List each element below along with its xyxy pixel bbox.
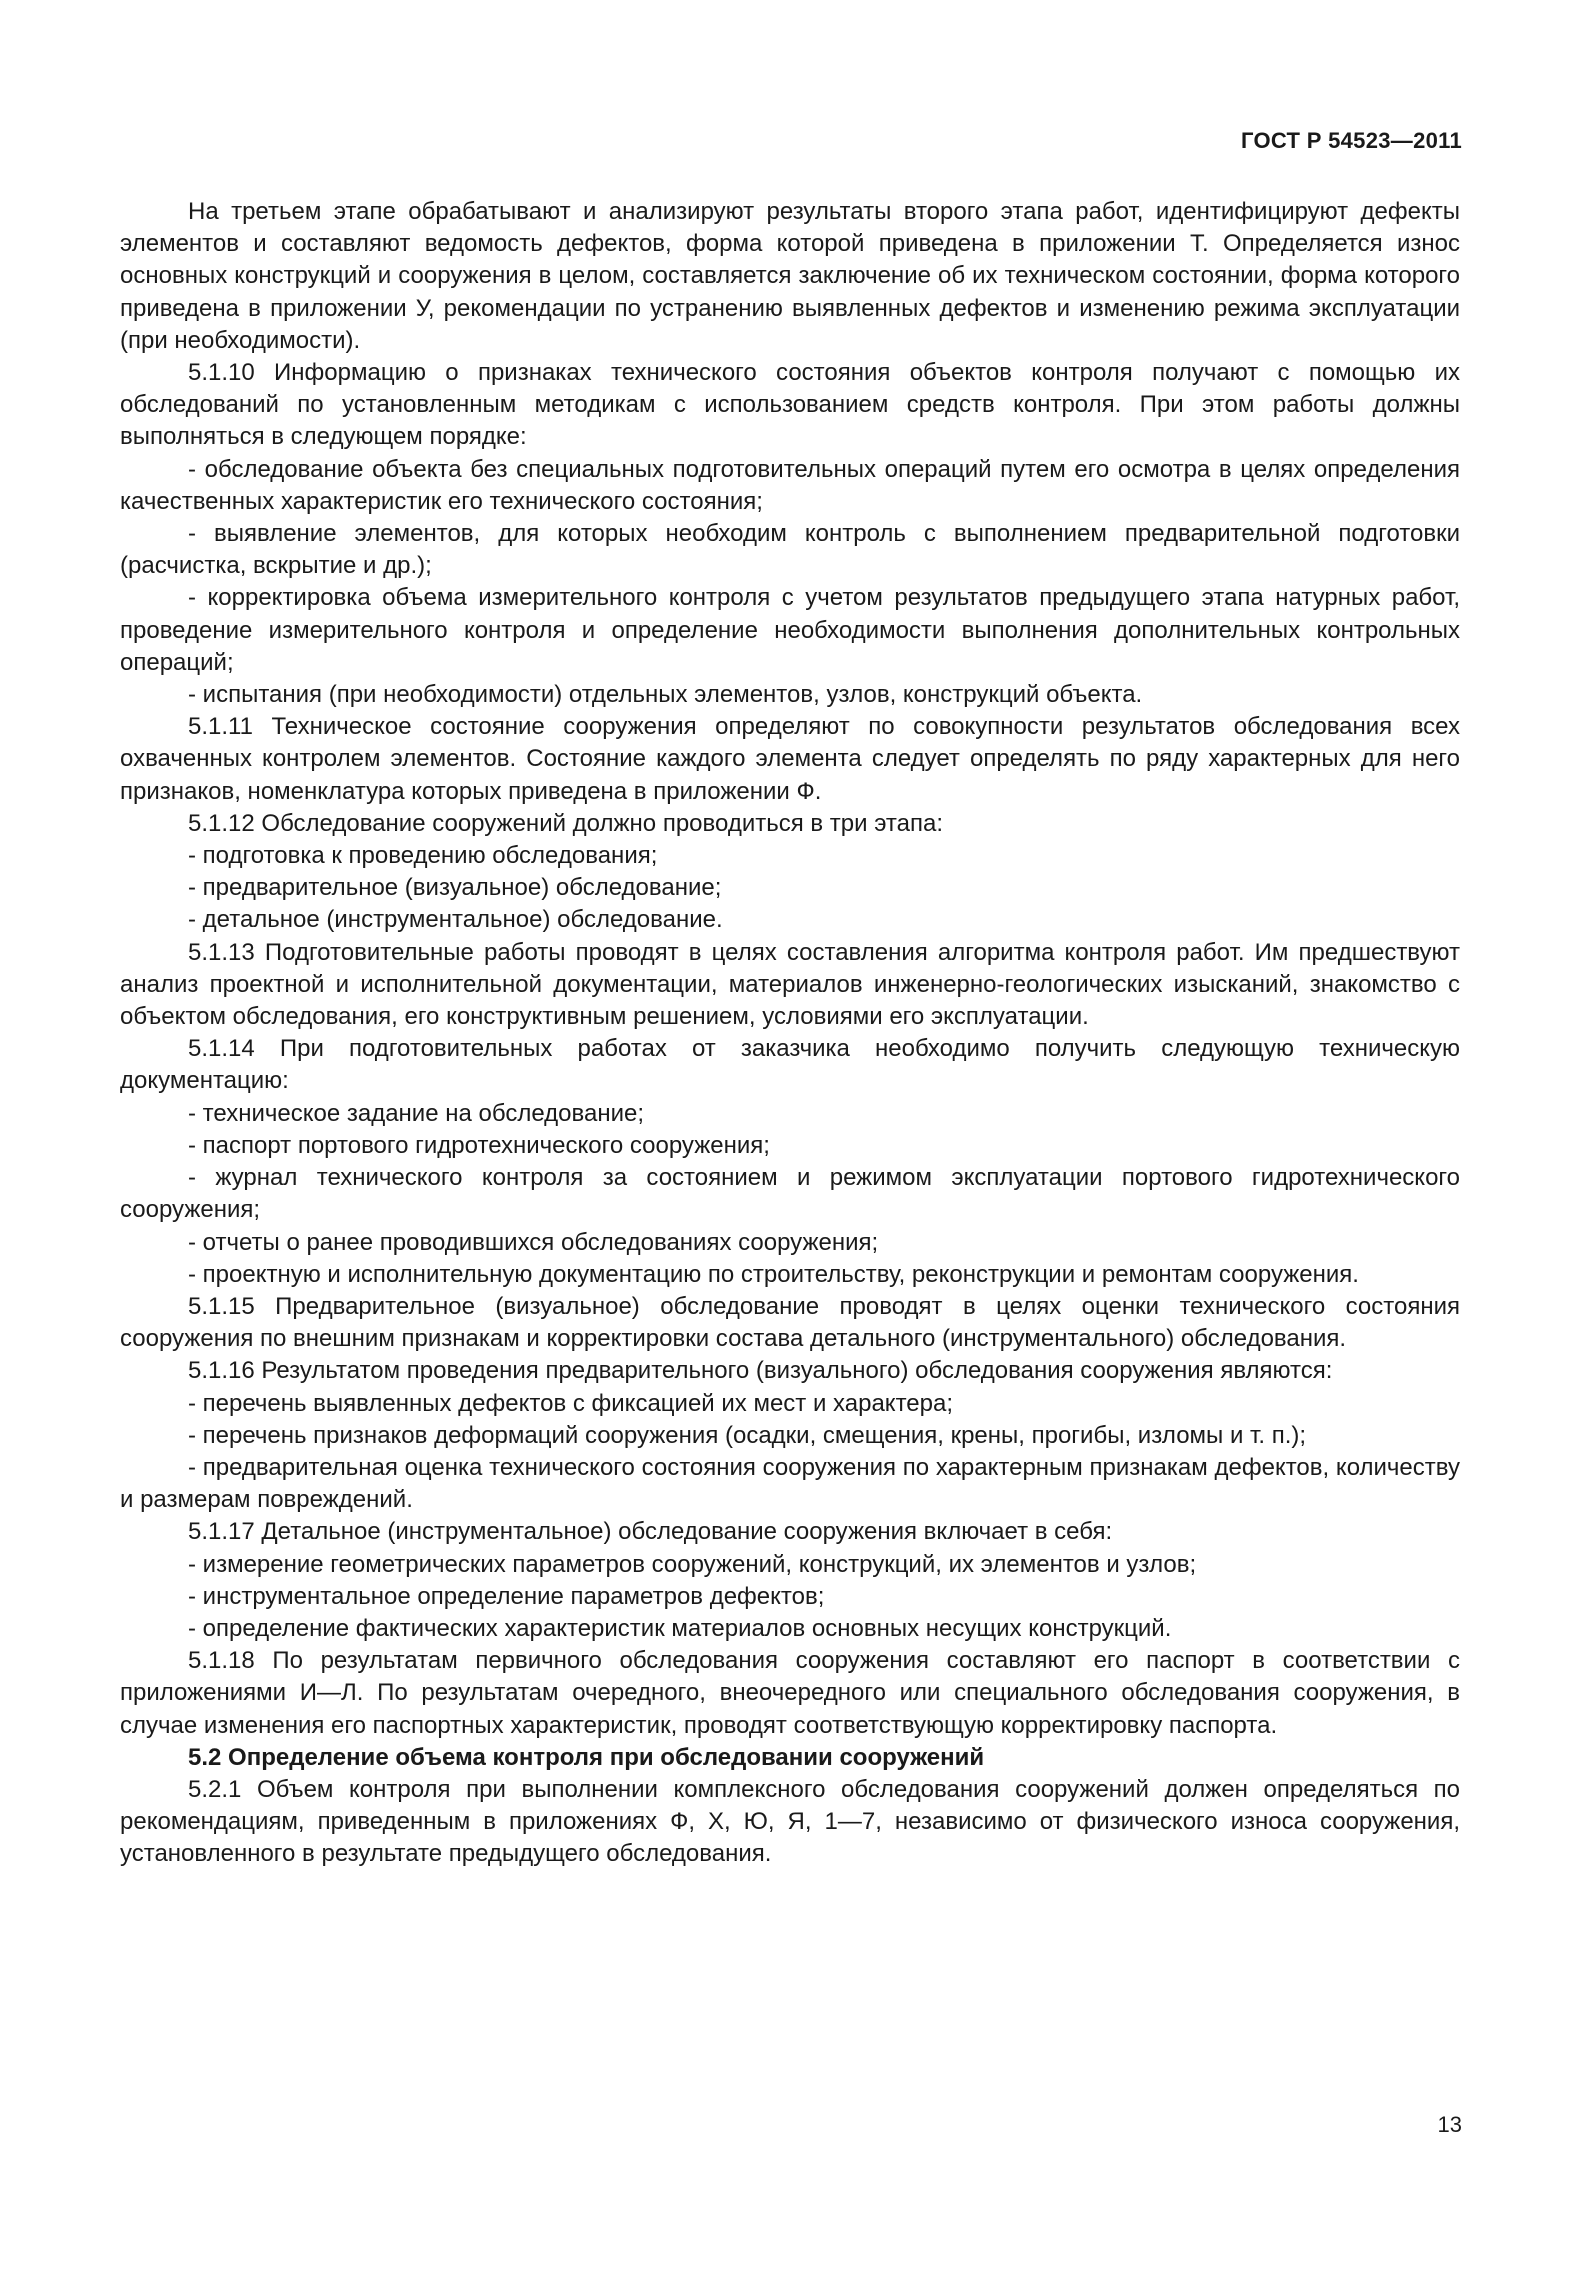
list-item: - предварительная оценка технического состояния сооружения по характерным признакам дефектов, количеству и размерам повреждений.	[120, 1453, 1460, 1514]
paragraph-5-1-12: 5.1.12 Обследование сооружений должно проводиться в три этапа:	[188, 809, 944, 837]
paragraph-5-1-11: 5.1.11 Техническое состояние сооружения определяют по совокупности результатов обследования всех охваченных контролем элементов. Состояние каждого элемента следует определять по ряду характерных для него признаков, номенклатура которых приведена в приложении Ф.	[120, 713, 1460, 805]
list-item: - подготовка к проведению обследования;	[188, 842, 658, 870]
list-item: - техническое задание на обследование;	[188, 1099, 644, 1127]
document-header: ГОСТ Р 54523—2011	[1241, 128, 1462, 153]
list-item: - перечень признаков деформаций сооружения (осадки, смещения, крены, прогибы, изломы и т. п.);	[188, 1421, 1307, 1449]
paragraph-5-1-13: 5.1.13 Подготовительные работы проводят в целях составления алгоритма контроля работ. Им предшествуют анализ проектной и исполнительной документации, материалов инженерно-геологических изысканий, знакомство с объектом обследования, его конструктивным решением, условиями его эксплуатации.	[120, 938, 1460, 1031]
list-item: - выявление элементов, для которых необходим контроль с выполнением предварительной подготовки (расчистка, вскрытие и др.);	[120, 520, 1460, 580]
list-item: - журнал технического контроля за состоянием и режимом эксплуатации портового гидротехнического сооружения;	[120, 1164, 1460, 1224]
list-item: - перечень выявленных дефектов с фиксацией их мест и характера;	[188, 1389, 953, 1417]
paragraph-5-2-1: 5.2.1 Объем контроля при выполнении комплексного обследования сооружений должен определяться по рекомендациям, приведенным в приложениях Ф, Х, Ю, Я, 1—7, независимо от физического износа сооружения, установленного в результате предыдущего обследования.	[120, 1775, 1460, 1868]
document-body	[120, 196, 1460, 1871]
page-number: 13	[1437, 2112, 1462, 2137]
paragraph-5-1-18: 5.1.18 По результатам первичного обследования сооружения составляют его паспорт в соответствии с приложениями И—Л. По результатам очередного, внеочередного или специального обследования сооружения, в случае изменения его паспортных характеристик, проводят соответствующую корректировку паспорта.	[120, 1647, 1460, 1739]
list-item: - предварительное (визуальное) обследование;	[188, 874, 722, 902]
paragraph-5-1-16: 5.1.16 Результатом проведения предварительного (визуального) обследования сооружения являются:	[188, 1357, 1333, 1385]
list-item: - инструментальное определение параметров дефектов;	[188, 1582, 825, 1610]
list-item: - испытания (при необходимости) отдельных элементов, узлов, конструкций объекта.	[188, 681, 1143, 709]
list-item: - проектную и исполнительную документацию по строительству, реконструкции и ремонтам сооружения.	[188, 1260, 1359, 1288]
list-item: - детальное (инструментальное) обследование.	[188, 906, 723, 934]
list-item: - отчеты о ранее проводившихся обследованиях сооружения;	[188, 1228, 879, 1256]
list-item: - определение фактических характеристик материалов основных несущих конструкций.	[188, 1614, 1172, 1642]
paragraph-5-1-17: 5.1.17 Детальное (инструментальное) обследование сооружения включает в себя:	[188, 1518, 1113, 1546]
paragraph-stage-three: На третьем этапе обрабатывают и анализируют результаты второго этапа работ, идентифицируют дефекты элементов и составляют ведомость дефектов, форма которой приведена в приложении Т. Определяется износ основных конструкций и сооружения в целом, составляется заключение об их техническом состоянии, форма которого приведена в приложении У, рекомендации по устранению выявленных дефектов и изменению режима эксплуатации (при необходимости).	[120, 198, 1460, 354]
list-item: - корректировка объема измерительного контроля с учетом результатов предыдущего этапа натурных работ, проведение измерительного контроля и определение необходимости выполнения дополнительных контрольных операций;	[120, 584, 1460, 676]
paragraph-5-1-15: 5.1.15 Предварительное (визуальное) обследование проводят в целях оценки технического состояния сооружения по внешним признакам и корректировки состава детального (инструментального) обследования.	[120, 1292, 1460, 1353]
paragraph-5-1-14: 5.1.14 При подготовительных работах от заказчика необходимо получить следующую техническую документацию:	[120, 1035, 1460, 1095]
list-item: - паспорт портового гидротехнического сооружения;	[188, 1131, 770, 1159]
list-item: - обследование объекта без специальных подготовительных операций путем его осмотра в целях определения качественных характеристик его технического состояния;	[120, 455, 1460, 515]
paragraph-5-1-10: 5.1.10 Информацию о признаках технического состояния объектов контроля получают с помощью их обследований по установленным методикам с использованием средств контроля. При этом работы должны выполняться в следующем порядке:	[120, 359, 1460, 451]
list-item: - измерение геометрических параметров сооружений, конструкций, их элементов и узлов;	[188, 1550, 1197, 1578]
section-heading-5-2: 5.2 Определение объема контроля при обследовании сооружений	[188, 1743, 985, 1771]
